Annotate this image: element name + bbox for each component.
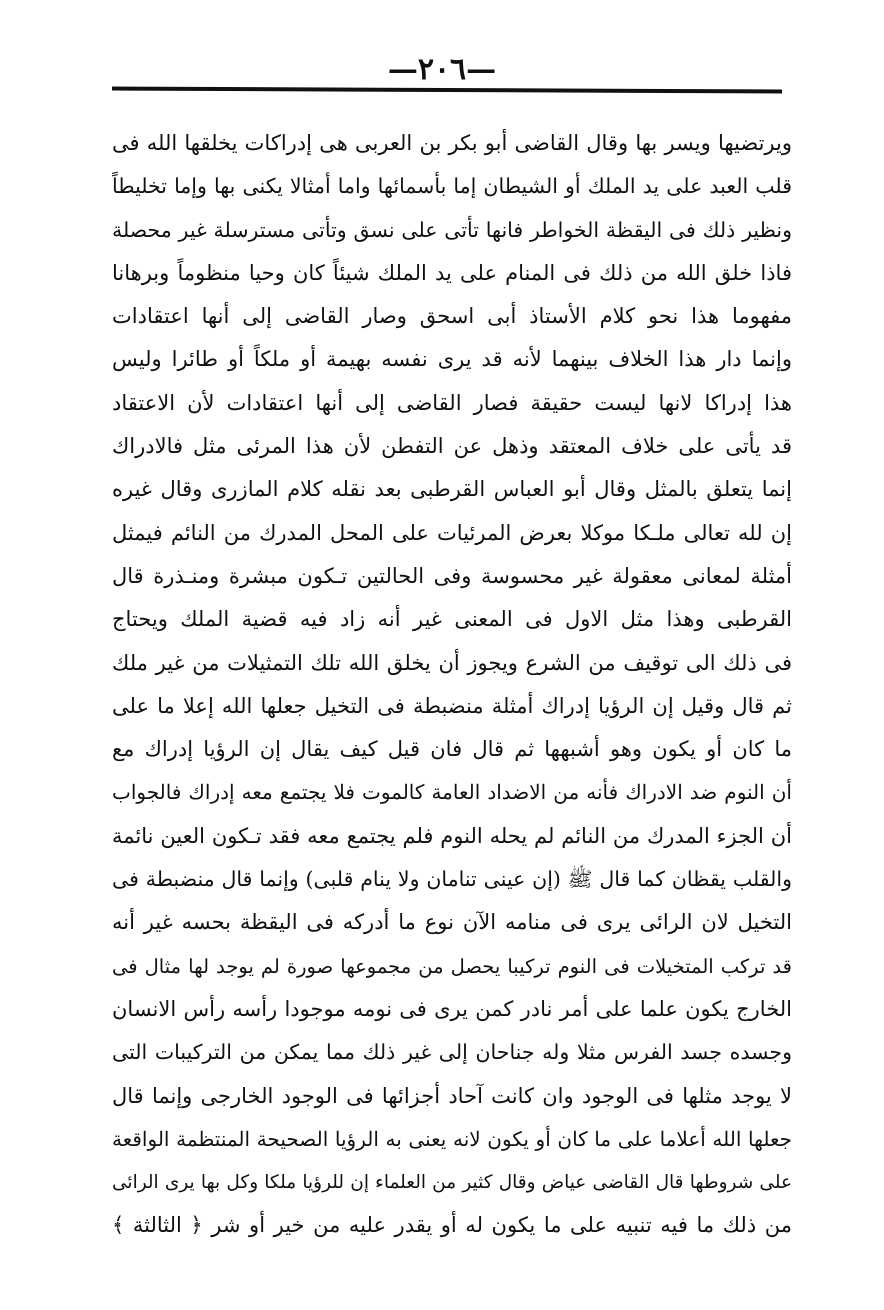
- text-line: إن لله تعالى ملـكا موكلا بعرض المرئيات على المحل المدرك من النائم فيمثل: [112, 520, 792, 545]
- text-line: قد يأتى على خلاف المعتقد وذهل عن التفطن لأن هذا المرئى مثل فالادراك: [112, 434, 792, 459]
- text-line: على شروطها قال القاضى عياض وقال كثير من العلماء إن للرؤيا ملكا وكل بها يرى الرائى: [112, 1172, 792, 1194]
- text-line: فاذا خلق الله من ذلك فى المنام على يد الملك شيئاً كان وحيا منظوماً وبرهانا: [112, 260, 792, 285]
- text-line: فى ذلك الى توقيف من الشرع ويجوز أن يخلق الله تلك التمثيلات من غير ملك: [112, 650, 792, 675]
- text-line: ما كان أو يكون وهو أشبهها ثم قال فان قيل كيف يقال إن الرؤيا إدراك مع: [112, 737, 792, 762]
- text-line: القرطبى وهذا مثل الاول فى المعنى غير أنه زاد فيه قضية الملك ويحتاج: [112, 607, 792, 632]
- text-line: أن النوم ضد الادراك فأنه من الاضداد العامة كالموت فلا يجتمع معه إدراك فالجواب: [112, 780, 792, 805]
- text-line: التخيل لان الرائى يرى فى منامه الآن نوع ما أدركه فى اليقظة بحسه غير أنه: [112, 910, 792, 935]
- arabic-body-text: [112, 122, 792, 1248]
- text-line: ويرتضيها ويسر بها وقال القاضى أبو بكر بن العربى هى إدراكات يخلقها الله فى: [112, 131, 792, 155]
- text-line: لا يوجد مثلها فى الوجود وان كانت آحاد أجزائها فى الوجود الخارجى وإنما قال: [112, 1083, 792, 1108]
- page-number: —٢٠٦—: [387, 52, 497, 87]
- text-line: أن الجزء المدرك من النائم لم يحله النوم فلم يجتمع معه فقد تـكون العين نائمة: [112, 823, 792, 848]
- text-line: إنما يتعلق بالمثل وقال أبو العباس القرطبى بعد نقله كلام المازرى وقال غيره: [112, 477, 792, 502]
- text-line: والقلب يقظان كما قال ﷺ (إن عينى تنامان ولا ينام قلبى) وإنما قال منضبطة فى: [112, 867, 792, 892]
- text-line: مفهوما هذا نحو كلام الأستاذ أبى اسحق وصار القاضى إلى أنها اعتقادات: [112, 304, 792, 329]
- text-line: ثم قال وقيل إن الرؤيا إدراك أمثلة منضبطة فى التخيل جعلها الله إعلا ما على: [112, 693, 792, 718]
- header-rule: [112, 87, 782, 94]
- text-line: هذا إدراكا لانها ليست حقيقة فصار القاضى إلى أنها اعتقادات لأن الاعتقاد: [112, 390, 792, 415]
- text-line: قلب العبد على يد الملك أو الشيطان إما بأسمائها واما أمثالا يكنى بها وإما تخليطاً: [112, 174, 792, 199]
- text-line: جعلها الله أعلاما على ما كان أو يكون لانه يعنى به الرؤيا الصحيحة المنتظمة الواقعة: [112, 1126, 792, 1151]
- text-line: ونظير ذلك فى اليقظة الخواطر فانها تأتى على نسق وتأتى مسترسلة غير محصلة: [112, 217, 792, 242]
- text-line: أمثلة لمعانى معقولة غير محسوسة وفى الحالتين تـكون مبشرة ومنـذرة قال: [112, 563, 792, 588]
- text-line: وإنما دار هذا الخلاف بينهما لأنه قد يرى نفسه بهيمة أو ملكاً أو طائرا وليس: [112, 347, 792, 372]
- text-line: وجسده جسد الفرس مثلا وله جناحان إلى غير ذلك مما يمكن من التركيبات التى: [112, 1040, 792, 1065]
- text-line: الخارج يكون علما على أمر نادر كمن يرى فى نومه موجودا رأسه رأس الانسان: [112, 996, 792, 1021]
- text-line: قد تركب المتخيلات فى النوم تركيبا يحصل من مجموعها صورة لم يوجد لها مثال فى: [112, 954, 792, 978]
- text-line: من ذلك ما فيه تنبيه على ما يكون له أو يقدر عليه من خير أو شر ﴿ الثالثة ﴾: [112, 1213, 792, 1238]
